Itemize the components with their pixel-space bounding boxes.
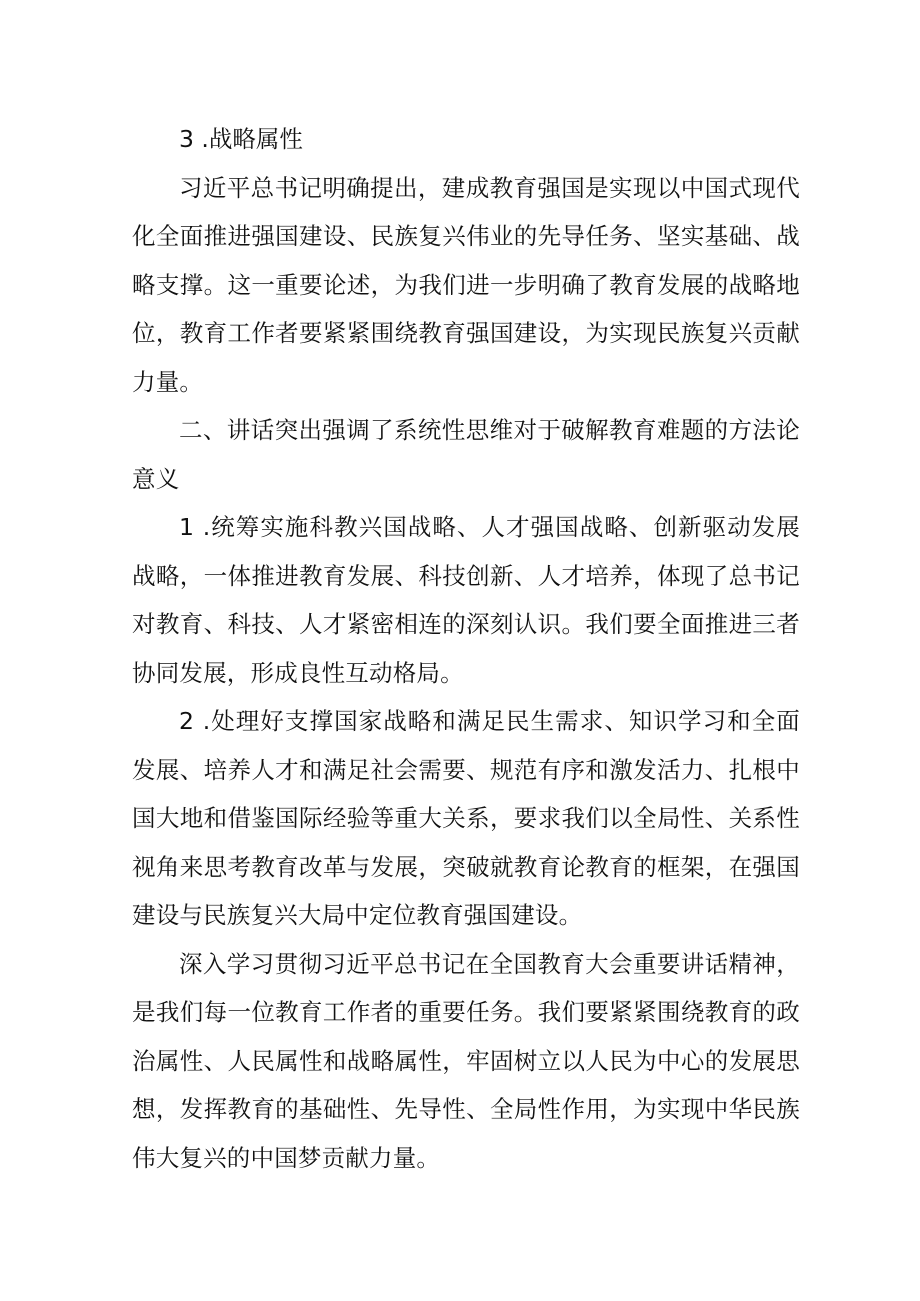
section-heading-systematic-thinking: 二、讲话突出强调了系统性思维对于破解教育难题的方法论意义 — [132, 416, 800, 493]
paragraph-item-2: 2 .处理好支撑国家战略和满足民生需求、知识学习和全面发展、培养人才和满足社会需要、规范有序和激发活力、扎根中国大地和借鉴国际经验等重大关系，要求我们以全局性、关系性视角来思考教育改革与发展，突破就教育论教育的框架，在强国建设与民族复兴大局中定位教育强国建设。 — [132, 707, 800, 929]
subheading-strategic-attribute: 3 .战略属性 — [179, 125, 303, 153]
paragraph-strategic-attribute: 习近平总书记明确提出，建成教育强国是实现以中国式现代化全面推进强国建设、民族复兴伟业的先导任务、坚实基础、战略支撑。这一重要论述，为我们进一步明确了教育发展的战略地位，教育工作者要紧紧围绕教育强国建设，为实现民族复兴贡献力量。 — [132, 173, 800, 396]
paragraph-conclusion: 深入学习贯彻习近平总书记在全国教育大会重要讲话精神，是我们每一位教育工作者的重要任务。我们要紧紧围绕教育的政治属性、人民属性和战略属性，牢固树立以人民为中心的发展思想，发挥教育的基础性、先导性、全局性作用，为实现中华民族伟大复兴的中国梦贡献力量。 — [132, 949, 800, 1172]
paragraph-item-1: 1 .统筹实施科教兴国战略、人才强国战略、创新驱动发展战略，一体推进教育发展、科技创新、人才培养，体现了总书记对教育、科技、人才紧密相连的深刻认识。我们要全面推进三者协同发展，形成良性互动格局。 — [132, 513, 800, 687]
